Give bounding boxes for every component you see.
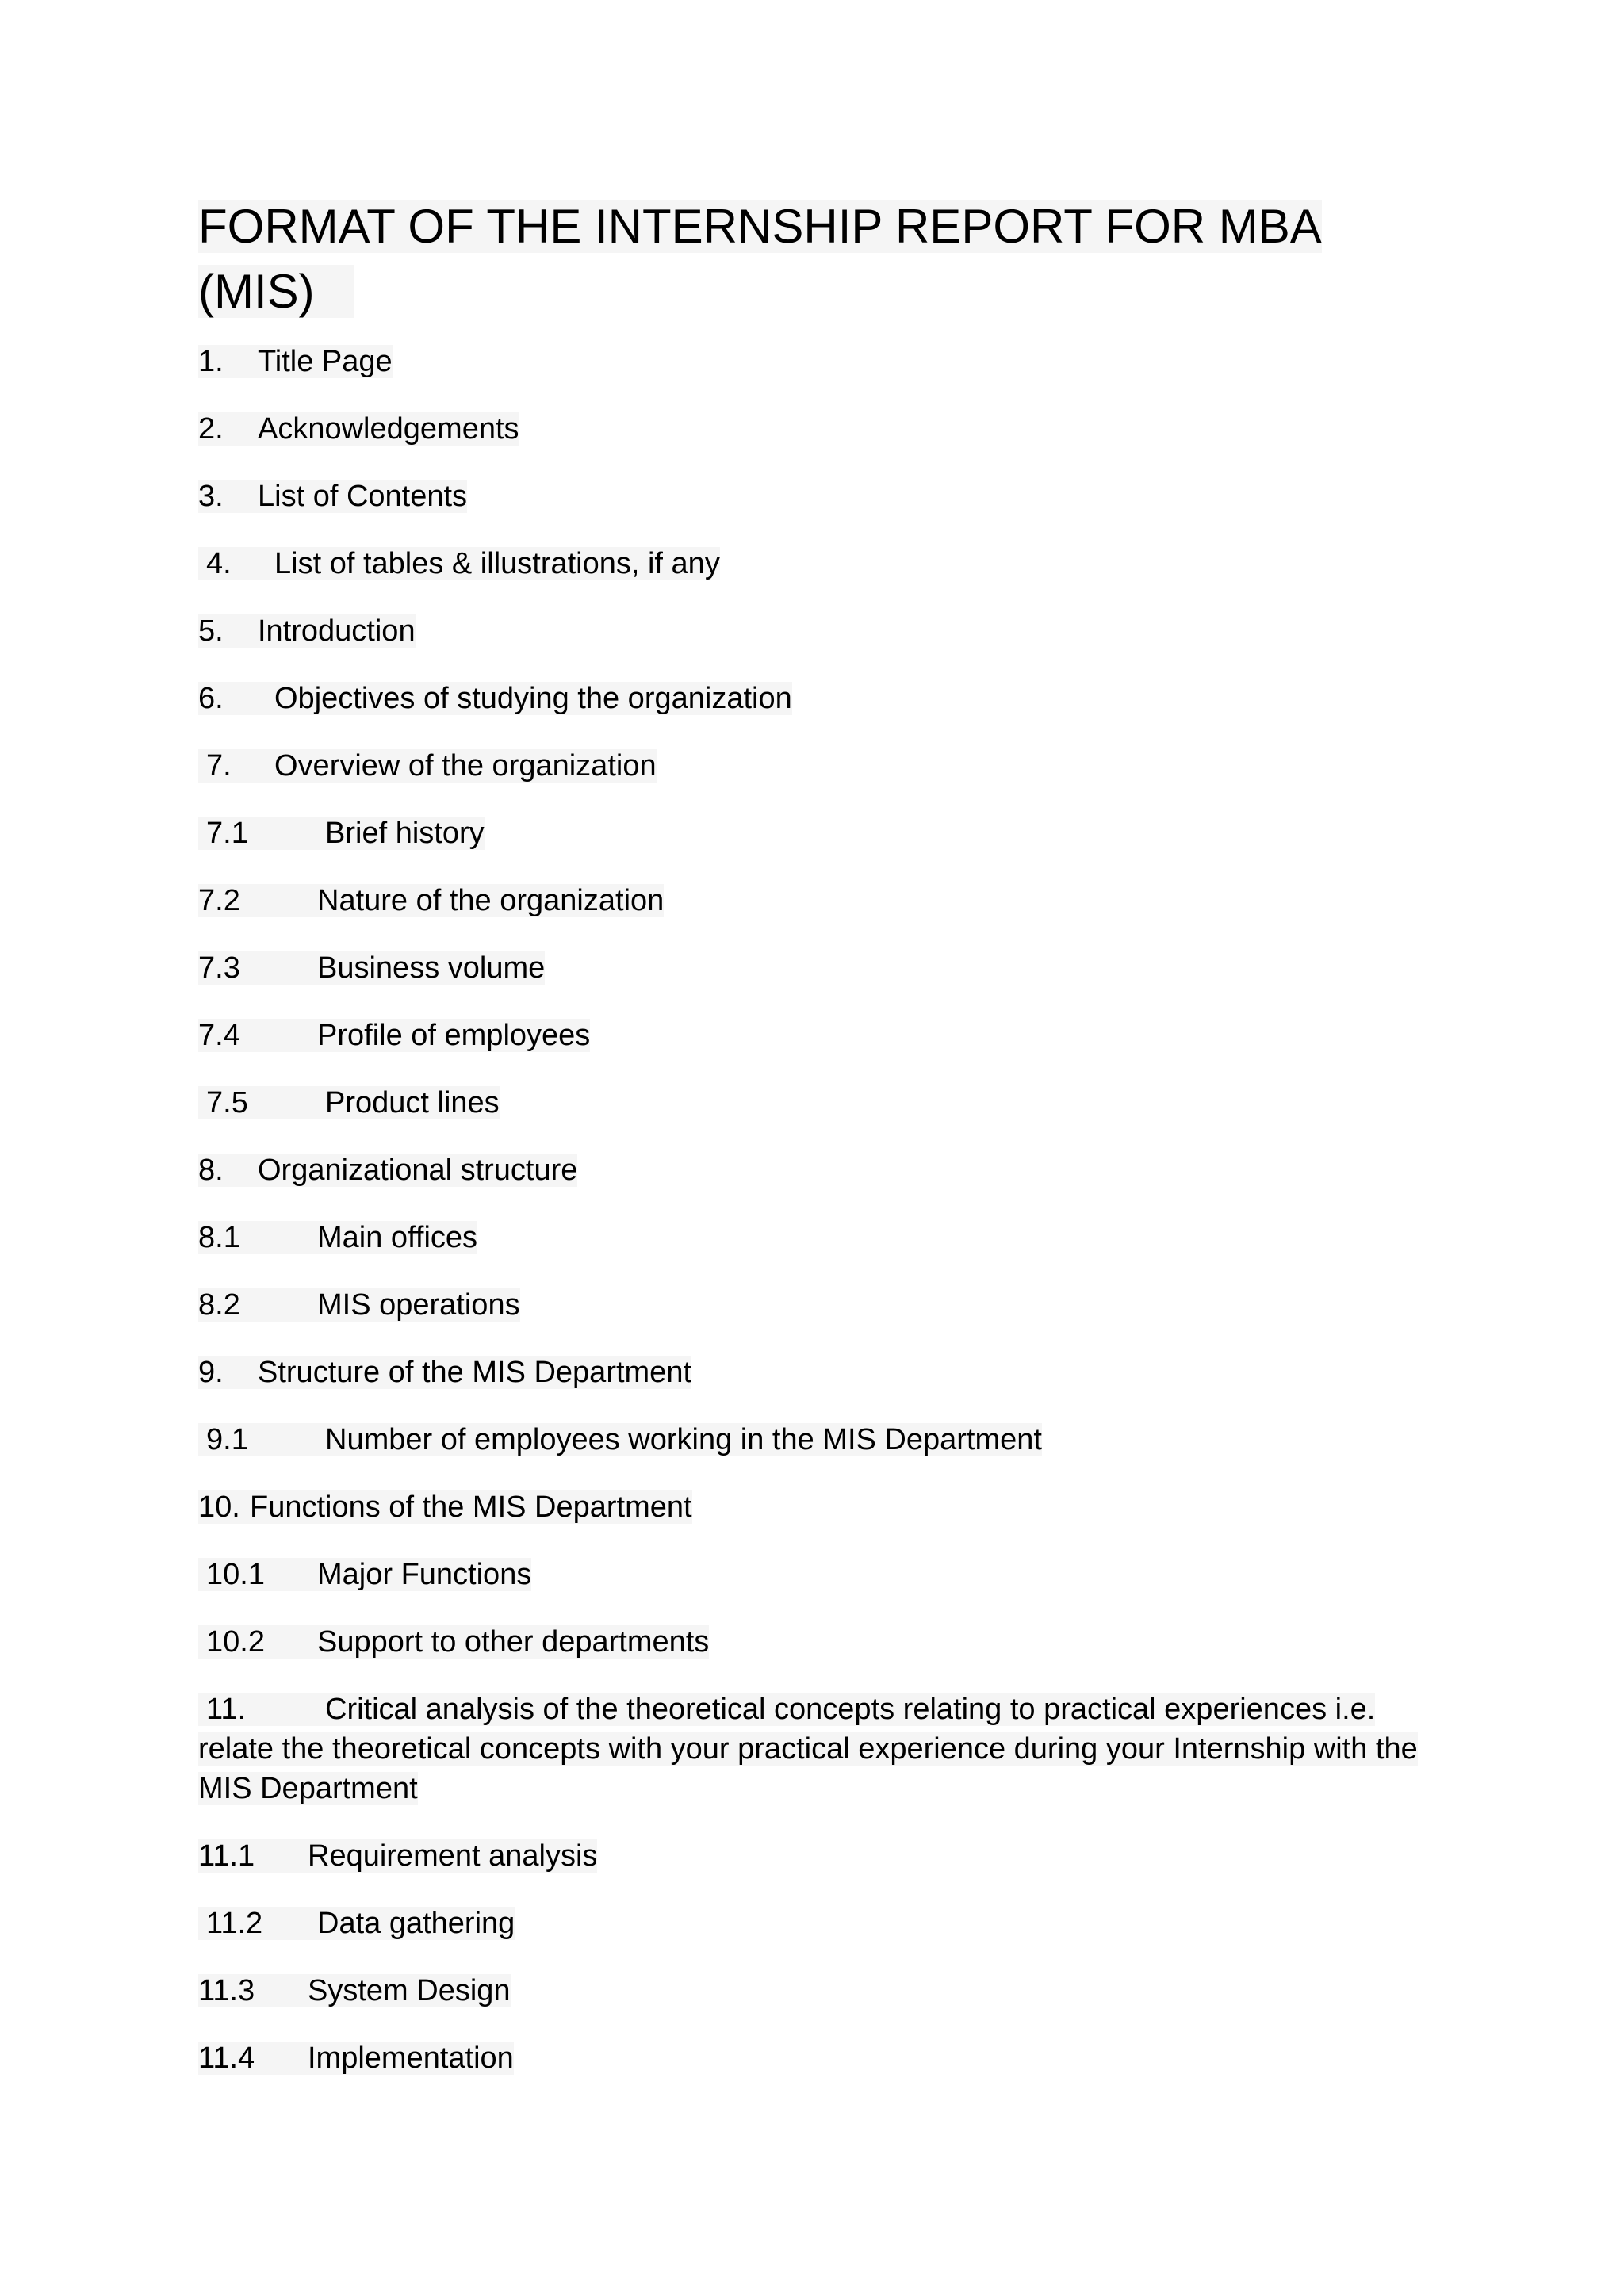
- item-number: 10.2: [206, 1625, 265, 1659]
- list-item: [198, 342, 1435, 381]
- item-number: 7.3: [198, 951, 240, 985]
- list-item: [198, 813, 1435, 853]
- item-text: Overview of the organization: [274, 749, 657, 783]
- item-number: 8.1: [198, 1221, 240, 1254]
- list-item: [198, 679, 1435, 718]
- page-title: [198, 194, 1435, 324]
- list-item: [198, 1971, 1435, 2011]
- item-text: Requirement analysis: [308, 1839, 598, 1873]
- item-text: Number of employees working in the MIS Department: [325, 1423, 1042, 1456]
- item-number: 8.2: [198, 1288, 240, 1322]
- item-text: Objectives of studying the organization: [274, 682, 792, 715]
- item-number: 7.: [206, 749, 232, 783]
- item-number: 1.: [198, 345, 224, 378]
- list-item: [198, 1083, 1435, 1123]
- item-number: 11.3: [198, 1974, 255, 2007]
- item-number: 11.: [206, 1693, 247, 1726]
- title-line-1: FORMAT OF THE INTERNSHIP REPORT FOR MBA: [198, 200, 1322, 253]
- list-item: [198, 544, 1435, 584]
- item-number: 9.1: [206, 1423, 248, 1456]
- item-text: Organizational structure: [258, 1154, 578, 1187]
- item-text: List of Contents: [258, 480, 468, 513]
- list-item: [198, 1622, 1435, 1662]
- item-text: Implementation: [308, 2042, 514, 2075]
- item-number: 7.1: [206, 817, 248, 850]
- item-text: Acknowledgements: [258, 412, 519, 446]
- list-item: [198, 1285, 1435, 1325]
- item-text: Functions of the MIS Department: [250, 1490, 692, 1524]
- item-number: 10.1: [206, 1558, 265, 1591]
- list-item: [198, 1150, 1435, 1190]
- item-number: 7.4: [198, 1019, 240, 1052]
- item-number: 10.: [198, 1490, 240, 1524]
- list-item: [198, 1420, 1435, 1460]
- item-number: 7.2: [198, 884, 240, 917]
- item-text: Brief history: [325, 817, 485, 850]
- item-text: Structure of the MIS Department: [258, 1356, 692, 1389]
- item-number: 7.5: [206, 1086, 248, 1119]
- list-item: [198, 409, 1435, 449]
- item-text: Main offices: [317, 1221, 478, 1254]
- list-item: [198, 746, 1435, 786]
- item-text: Nature of the organization: [317, 884, 665, 917]
- item-text: MIS operations: [317, 1288, 520, 1322]
- list-item: [198, 476, 1435, 516]
- item-number: 5.: [198, 614, 224, 648]
- item-number: 11.4: [198, 2042, 255, 2075]
- item-number: 3.: [198, 480, 224, 513]
- list-item: [198, 2038, 1435, 2078]
- item-number: 6.: [198, 682, 224, 715]
- item-text: System Design: [308, 1974, 511, 2007]
- item-number: 2.: [198, 412, 224, 446]
- list-item: [198, 1904, 1435, 1943]
- item-number: 11.1: [198, 1839, 255, 1873]
- item-text: Business volume: [317, 951, 546, 985]
- item-text: Product lines: [325, 1086, 500, 1119]
- list-item: [198, 611, 1435, 651]
- list-item: [198, 1689, 1435, 1808]
- list-item: [198, 1836, 1435, 1876]
- item-number: 8.: [198, 1154, 224, 1187]
- list-item: [198, 1353, 1435, 1392]
- title-line-2: (MIS): [198, 265, 315, 318]
- item-text: Profile of employees: [317, 1019, 591, 1052]
- item-text: Major Functions: [317, 1558, 532, 1591]
- document-page: [198, 194, 1435, 2106]
- item-text: Title Page: [258, 345, 393, 378]
- item-number: 11.2: [206, 1907, 263, 1940]
- item-text: Introduction: [258, 614, 416, 648]
- list-item: [198, 1487, 1435, 1527]
- list-item: [198, 1218, 1435, 1257]
- item-number: 4.: [206, 547, 232, 580]
- item-text: Critical analysis of the theoretical concepts relating to practical experiences i.e. relate the theoretical concepts with your practical experience during your Internship with the MIS Department: [198, 1693, 1418, 1805]
- item-text: Data gathering: [317, 1907, 515, 1940]
- list-item: [198, 1016, 1435, 1055]
- item-text: Support to other departments: [317, 1625, 710, 1659]
- list-item: [198, 948, 1435, 988]
- item-number: 9.: [198, 1356, 224, 1389]
- list-item: [198, 881, 1435, 920]
- item-text: List of tables & illustrations, if any: [274, 547, 720, 580]
- list-item: [198, 1555, 1435, 1594]
